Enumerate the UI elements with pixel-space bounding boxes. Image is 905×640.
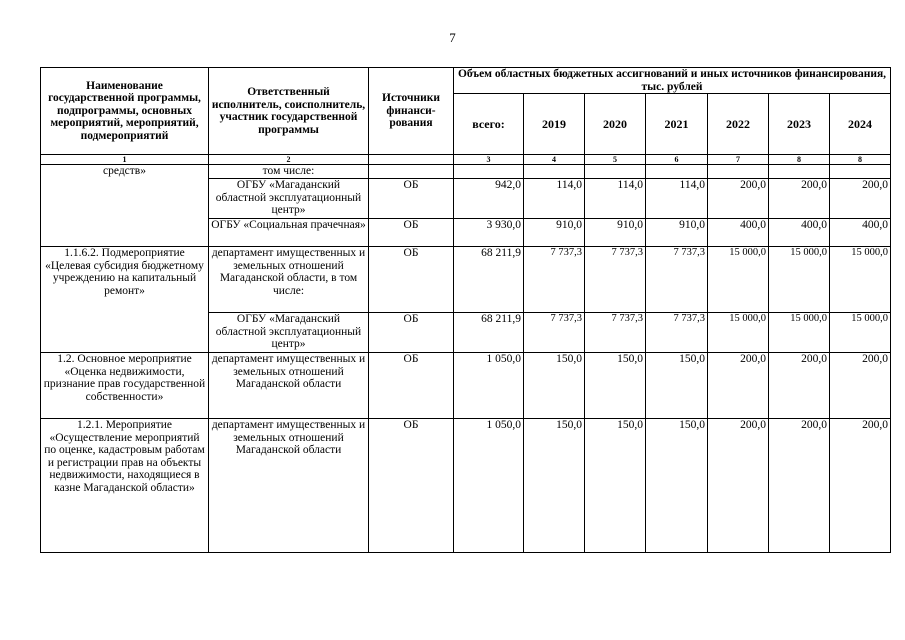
value-2022: 200,0 — [708, 353, 769, 419]
header-executor: Ответственный исполнитель, соисполнитель, участник государственной программы — [209, 68, 369, 155]
table-row — [41, 247, 891, 313]
value-2023: 200,0 — [769, 419, 830, 553]
value-2021: 7 737,3 — [646, 313, 708, 353]
budget-table — [40, 67, 891, 553]
value-2022: 400,0 — [708, 219, 769, 247]
value-2022: 15 000,0 — [708, 247, 769, 313]
column-number: 3 — [454, 155, 524, 165]
table-row — [41, 165, 891, 179]
column-number: 1 — [41, 155, 209, 165]
header-source: Источники финанси-рования — [369, 68, 454, 155]
row-source: ОБ — [369, 313, 454, 353]
value-2023: 200,0 — [769, 353, 830, 419]
value-2019: 114,0 — [524, 179, 585, 219]
header-year-2024: 2024 — [830, 94, 891, 155]
column-number: 2 — [209, 155, 369, 165]
row-executor: том числе: — [209, 165, 369, 179]
value-2022: 200,0 — [708, 179, 769, 219]
value-2020: 150,0 — [585, 419, 646, 553]
value-2020: 114,0 — [585, 179, 646, 219]
column-number: 8 — [830, 155, 891, 165]
value-total: 1 050,0 — [454, 419, 524, 553]
row-source: ОБ — [369, 179, 454, 219]
value-2024: 15 000,0 — [830, 247, 891, 313]
value-total: 68 211,9 — [454, 247, 524, 313]
value-2024: 200,0 — [830, 353, 891, 419]
header-funding-group: Объем областных бюджетных ассигнований и иных источников финансирования, тыс. рублей — [454, 68, 891, 94]
value-2020: 910,0 — [585, 219, 646, 247]
header-year-2022: 2022 — [708, 94, 769, 155]
column-number: 4 — [524, 155, 585, 165]
value-2020: 7 737,3 — [585, 247, 646, 313]
row-executor: департамент имущественных и земельных отношений Магаданской области — [209, 419, 369, 553]
header-year-2021: 2021 — [646, 94, 708, 155]
header-year-2020: 2020 — [585, 94, 646, 155]
value-total: 942,0 — [454, 179, 524, 219]
value-2019: 7 737,3 — [524, 313, 585, 353]
row-name: 1.2. Основное мероприятие «Оценка недвижимости, признание прав государственной собственности» — [41, 353, 209, 419]
row-executor: ОГБУ «Социальная прачечная» — [209, 219, 369, 247]
value-2023: 15 000,0 — [769, 247, 830, 313]
row-source: ОБ — [369, 353, 454, 419]
column-number-row — [41, 155, 891, 165]
column-number: 6 — [646, 155, 708, 165]
row-executor: департамент имущественных и земельных отношений Магаданской области, в том числе: — [209, 247, 369, 313]
value-2020: 7 737,3 — [585, 313, 646, 353]
column-number — [369, 155, 454, 165]
header-year-2019: 2019 — [524, 94, 585, 155]
value-2024: 15 000,0 — [830, 313, 891, 353]
row-name: 1.2.1. Мероприятие «Осуществление мероприятий по оценке, кадастровым работам и регистрации прав на объекты недвижимости, находящиеся в казне Магаданской области» — [41, 419, 209, 553]
value-total: 3 930,0 — [454, 219, 524, 247]
value-2022: 15 000,0 — [708, 313, 769, 353]
value-2021: 150,0 — [646, 419, 708, 553]
value-2019: 910,0 — [524, 219, 585, 247]
header-name: Наименование государственной программы, подпрограммы, основных мероприятий, мероприятий, подмероприятий — [41, 68, 209, 155]
value-2021: 150,0 — [646, 353, 708, 419]
value-2024: 400,0 — [830, 219, 891, 247]
row-source: ОБ — [369, 219, 454, 247]
column-number: 8 — [769, 155, 830, 165]
value-2021: 7 737,3 — [646, 247, 708, 313]
value-2024: 200,0 — [830, 419, 891, 553]
row-source: ОБ — [369, 419, 454, 553]
column-number: 5 — [585, 155, 646, 165]
value-2021: 910,0 — [646, 219, 708, 247]
value-total: 68 211,9 — [454, 313, 524, 353]
row-name: 1.1.6.2. Подмероприятие «Целевая субсидия бюджетному учреждению на капитальный ремонт» — [41, 247, 209, 353]
value-2019: 150,0 — [524, 419, 585, 553]
value-2019: 150,0 — [524, 353, 585, 419]
page-number: 7 — [449, 30, 456, 45]
value-2019: 7 737,3 — [524, 247, 585, 313]
row-executor: ОГБУ «Магаданский областной эксплуатационный центр» — [209, 313, 369, 353]
value-2023: 400,0 — [769, 219, 830, 247]
header-total: всего: — [454, 94, 524, 155]
table-row — [41, 353, 891, 419]
value-2023: 15 000,0 — [769, 313, 830, 353]
header-year-2023: 2023 — [769, 94, 830, 155]
value-2024: 200,0 — [830, 179, 891, 219]
value-2020: 150,0 — [585, 353, 646, 419]
value-total: 1 050,0 — [454, 353, 524, 419]
column-number: 7 — [708, 155, 769, 165]
row-executor: департамент имущественных и земельных отношений Магаданской области — [209, 353, 369, 419]
table-row — [41, 419, 891, 553]
row-source: ОБ — [369, 247, 454, 313]
value-2021: 114,0 — [646, 179, 708, 219]
row-name: средств» — [41, 165, 209, 247]
row-executor: ОГБУ «Магаданский областной эксплуатационный центр» — [209, 179, 369, 219]
value-2022: 200,0 — [708, 419, 769, 553]
value-2023: 200,0 — [769, 179, 830, 219]
